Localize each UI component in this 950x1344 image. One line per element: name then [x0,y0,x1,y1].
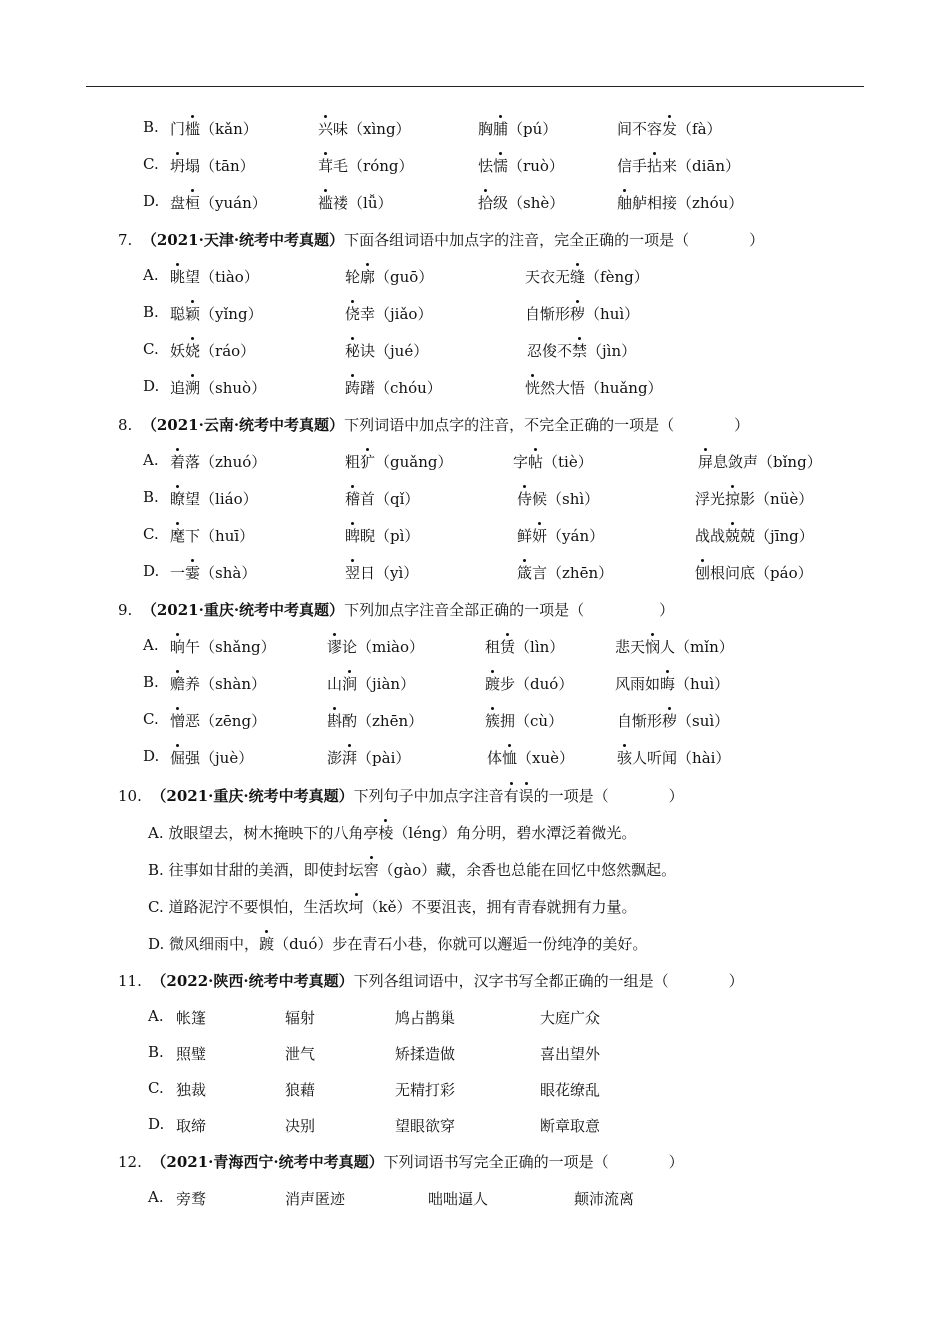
option-item: 风雨如晦（huì） [615,675,730,693]
option-item: 悲天悯人（mǐn） [615,638,734,656]
dotted-char: 睥 [345,527,361,545]
option-letter: B. [143,488,159,506]
dotted-char: 倔 [170,749,186,767]
option-item: 鲜妍（yán） [517,527,605,545]
dotted-char: 湃 [342,749,358,767]
question-stem: 10. （2021·重庆·统考中考真题）下列句子中加点字注音有误的一项是（ ） [118,787,684,805]
dotted-char: 懦 [493,157,509,175]
option-item: 翌日（yì） [345,564,419,582]
option-sentence: B. 往事如甘甜的美酒，即使封坛窖（gào）藏，余香也总能在回忆中悠然飘起。 [148,861,677,879]
option-word: 无精打彩 [395,1081,456,1099]
option-item: 倔强（juè） [170,749,254,767]
option-sentence: C. 道路泥泞不要惧怕，生活坎坷（kě）不要沮丧，拥有青春就拥有力量。 [148,898,637,916]
option-item: 妖娆（ráo） [170,342,256,360]
dotted-char: 谬 [327,638,343,656]
dotted-char: 帖 [528,453,544,471]
option-item: 胸脯（pú） [478,120,558,138]
option-letter: C. [143,340,159,358]
option-item: 澎湃（pài） [327,749,411,767]
option-item: 憎恶（zēng） [170,712,267,730]
dotted-char: 棱 [378,824,394,842]
option-letter: A. [148,1007,164,1025]
dotted-char: 翌 [345,564,361,582]
option-item: 山涧（jiàn） [327,675,416,693]
dotted-char: 骇 [617,749,633,767]
dotted-char: 颖 [185,305,201,323]
option-item: 恍然大悟（huǎng） [525,379,663,397]
option-word: 狼藉 [285,1081,316,1099]
option-item: 门槛（kǎn） [170,120,258,138]
dotted-char: 兢 [725,527,741,545]
question-source: （2022·陕西·统考中考真题） [151,972,354,990]
question-source: （2021·重庆·统考中考真题） [151,787,354,805]
dotted-char: 娆 [185,342,201,360]
question-stem: 7. （2021·天津·统考中考真题）下面各组词语中加点字的注音，完全正确的一项是（ ） [118,231,765,249]
option-item: 踱步（duó） [485,675,574,693]
option-word: 辐射 [285,1009,316,1027]
option-word: 眼花缭乱 [540,1081,601,1099]
option-item: 秘诀（jué） [345,342,429,360]
dotted-char: 秘 [345,342,361,360]
option-item: 侥幸（jiǎo） [345,305,433,323]
option-item: 骇人听闻（hài） [617,749,731,767]
option-item: 字帖（tiè） [513,453,593,471]
option-item: 浮光掠影（nüè） [695,490,814,508]
dotted-char: 茸 [318,157,334,175]
option-letter: C. [143,155,159,173]
option-letter: A. [143,451,159,469]
dotted-char: 拈 [647,157,663,175]
option-letter: B. [148,1043,164,1061]
dotted-char: 踱 [485,675,501,693]
option-word: 鸠占鹊巢 [395,1009,456,1027]
dotted-char: 有 [503,787,519,805]
dotted-char: 舳 [617,194,633,212]
dotted-char: 刨 [695,564,711,582]
dotted-char: 坍 [170,157,186,175]
option-item: 战战兢兢（jīng） [695,527,814,545]
dotted-char: 赁 [500,638,516,656]
option-item: 聪颖（yǐng） [170,305,263,323]
option-item: 谬论（miào） [327,638,425,656]
dotted-char: 赡 [170,675,186,693]
option-word: 独裁 [176,1081,207,1099]
dotted-char: 秽 [662,712,678,730]
question-source: （2021·天津·统考中考真题） [141,231,345,249]
dotted-char: 屏 [698,453,714,471]
option-item: 盘桓（yuán） [170,194,267,212]
dotted-char: 坷 [348,898,364,916]
dotted-char: 眺 [170,268,186,286]
dotted-char: 溯 [185,379,201,397]
option-item: 屏息敛声（bǐng） [698,453,822,471]
option-word: 帐篷 [176,1009,207,1027]
dotted-char: 廓 [360,268,376,286]
dotted-char: 霎 [185,564,201,582]
dotted-char: 掠 [725,490,741,508]
option-letter: B. [143,118,159,136]
option-item: 粗犷（guǎng） [345,453,453,471]
dotted-char: 恤 [502,749,518,767]
option-item: 茸毛（róng） [318,157,414,175]
dotted-char: 稽 [345,490,361,508]
option-letter: D. [143,377,160,395]
dotted-char: 禁 [572,342,588,360]
dotted-char: 脯 [493,120,509,138]
option-item: 一霎（shà） [170,564,257,582]
dotted-char: 晌 [170,638,186,656]
dotted-char: 侍 [517,490,533,508]
option-letter: D. [143,562,160,580]
dotted-char: 瞭 [170,490,186,508]
dotted-char: 侥 [345,305,361,323]
option-item: 轮廓（guō） [345,268,434,286]
dotted-char: 窖 [363,861,379,879]
question-stem: 12. （2021·青海西宁·统考中考真题）下列词语书写完全正确的一项是（ ） [118,1153,684,1171]
dotted-char: 踱 [259,935,275,953]
option-letter: B. [143,673,159,691]
dotted-char: 恍 [525,379,541,397]
question-stem: 11. （2022·陕西·统考中考真题）下列各组词语中，汉字书写全都正确的一组是（ ） [118,972,744,990]
option-word: 咄咄逼人 [428,1190,489,1208]
option-word: 矫揉造做 [395,1045,456,1063]
option-item: 斟酌（zhēn） [327,712,424,730]
option-letter: D. [148,1115,165,1133]
dotted-char: 簇 [485,712,501,730]
dotted-char: 犷 [360,453,376,471]
option-item: 侍候（shì） [517,490,600,508]
option-word: 大庭广众 [540,1009,601,1027]
option-letter: A. [143,266,159,284]
option-item: 拾级（shè） [478,194,565,212]
dotted-char: 拾 [478,194,494,212]
option-item: 刨根问底（páo） [695,564,813,582]
dotted-char: 误 [518,787,534,805]
option-sentence: A. 放眼望去，树木掩映下的八角亭棱（léng）角分明，碧水潭泛着微光。 [148,824,637,842]
option-sentence: D. 微风细雨中，踱（duó）步在青石小巷，你就可以邂逅一份纯净的美好。 [148,935,648,953]
option-letter: A. [148,1188,164,1206]
dotted-char: 斟 [327,712,343,730]
option-item: 间不容发（fà） [617,120,722,138]
option-word: 颠沛流离 [574,1190,635,1208]
option-word: 旁骛 [176,1190,207,1208]
option-item: 体恤（xuè） [487,749,575,767]
dotted-char: 憎 [170,712,186,730]
option-letter: C. [143,710,159,728]
option-item: 箴言（zhēn） [517,564,614,582]
option-word: 照璧 [176,1045,207,1063]
option-word: 决别 [285,1117,316,1135]
question-source: （2021·青海西宁·统考中考真题） [151,1153,384,1171]
question-stem: 9. （2021·重庆·统考中考真题）下列加点字注音全部正确的一项是（ ） [118,601,675,619]
option-item: 追溯（shuò） [170,379,267,397]
option-item: 着落（zhuó） [170,453,267,471]
dotted-char: 缝 [570,268,586,286]
option-word: 取缔 [176,1117,207,1135]
header-rule [86,86,864,87]
question-stem: 8. （2021·云南·统考中考真题）下列词语中加点字的注音，不完全正确的一项是（ ） [118,416,750,434]
option-letter: D. [143,192,160,210]
dotted-char: 麾 [170,527,186,545]
dotted-char: 着 [170,453,186,471]
dotted-char: 发 [662,120,678,138]
option-letter: C. [143,525,159,543]
dotted-char: 晦 [660,675,676,693]
option-item: 踌躇（chóu） [345,379,442,397]
dotted-char: 妍 [532,527,548,545]
option-item: 自惭形秽（suì） [617,712,730,730]
dotted-char: 桓 [185,194,201,212]
option-item: 信手拈来（diān） [617,157,741,175]
dotted-char: 箴 [517,564,533,582]
option-item: 稽首（qǐ） [345,490,420,508]
option-item: 天衣无缝（fèng） [525,268,649,286]
option-item: 舳舻相接（zhóu） [617,194,744,212]
option-item: 赡养（shàn） [170,675,266,693]
option-letter: A. [143,636,159,654]
option-letter: D. [143,747,160,765]
option-item: 眺望（tiào） [170,268,259,286]
option-item: 簇拥（cù） [485,712,564,730]
option-item: 瞭望（liáo） [170,490,258,508]
option-item: 坍塌（tān） [170,157,255,175]
option-item: 租赁（lìn） [485,638,565,656]
dotted-char: 涧 [342,675,358,693]
option-letter: C. [148,1079,164,1097]
option-item: 自惭形秽（huì） [525,305,640,323]
dotted-char: 槛 [185,120,201,138]
dotted-char: 褴 [318,194,334,212]
option-letter: B. [143,303,159,321]
dotted-char: 兴 [318,120,334,138]
option-word: 泄气 [285,1045,316,1063]
option-word: 喜出望外 [540,1045,601,1063]
option-item: 兴味（xìng） [318,120,411,138]
option-item: 晌午（shǎng） [170,638,276,656]
dotted-char: 悯 [645,638,661,656]
option-item: 睥睨（pì） [345,527,420,545]
question-source: （2021·重庆·统考中考真题） [141,601,345,619]
question-source: （2021·云南·统考中考真题） [141,416,345,434]
option-word: 消声匿迹 [285,1190,346,1208]
option-word: 断章取意 [540,1117,601,1135]
option-item: 麾下（huī） [170,527,255,545]
option-item: 褴褛（lǚ） [318,194,393,212]
option-item: 忍俊不禁（jìn） [527,342,637,360]
dotted-char: 秽 [570,305,586,323]
option-item: 怯懦（ruò） [478,157,564,175]
dotted-char: 踌 [345,379,361,397]
option-word: 望眼欲穿 [395,1117,456,1135]
